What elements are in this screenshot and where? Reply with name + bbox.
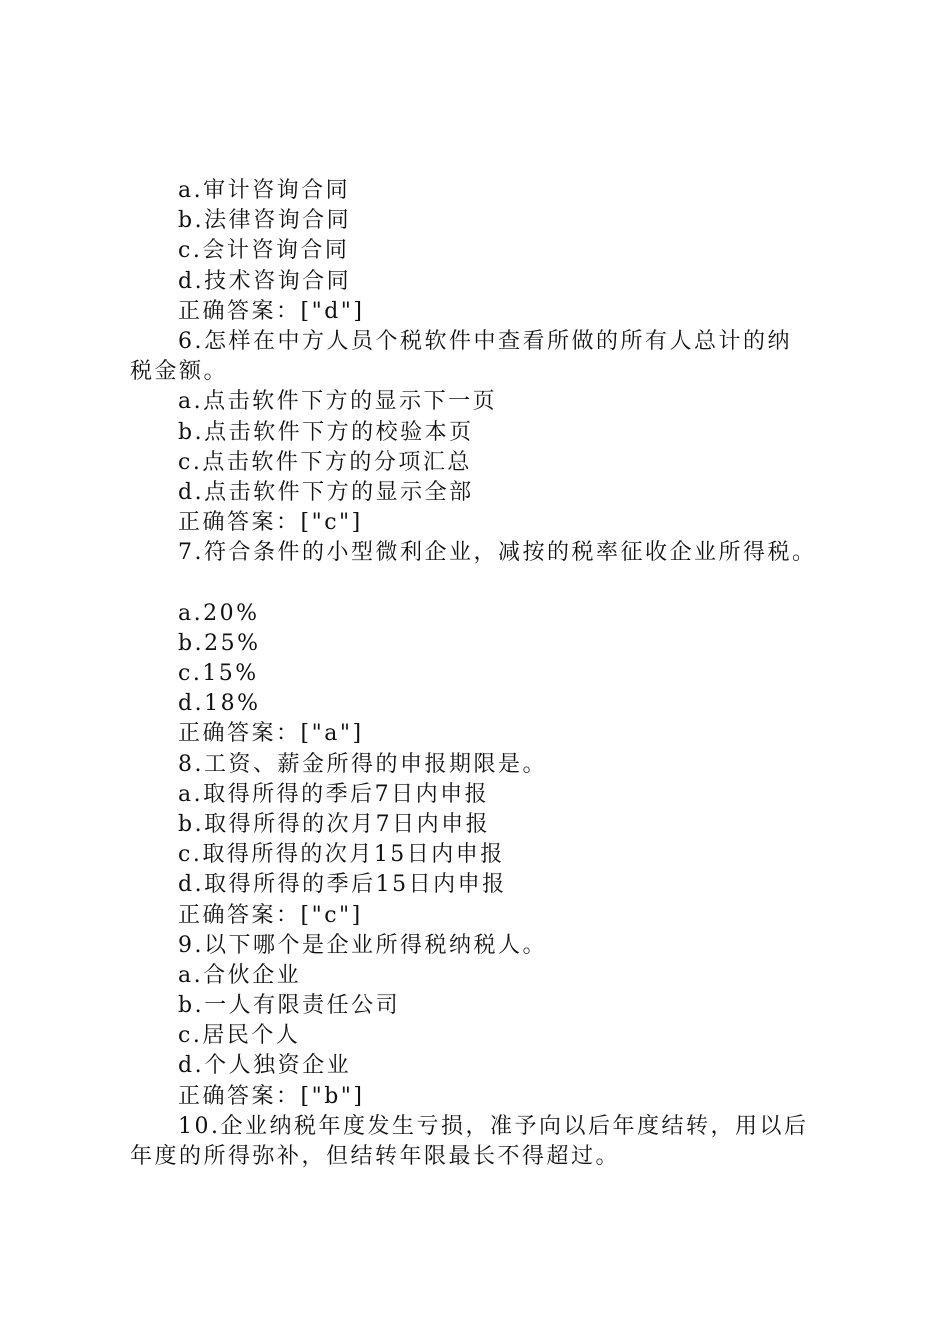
answer-option: a.点击软件下方的显示下一页 [178, 389, 498, 415]
answer-option: d.取得所得的季后15日内申报 [178, 872, 507, 898]
correct-answer-line: 正确答案：["b"] [178, 1083, 365, 1109]
answer-option: c.15% [178, 661, 259, 686]
answer-option: c.取得所得的次月15日内申报 [178, 842, 505, 868]
answer-option: d.点击软件下方的显示全部 [178, 479, 474, 505]
correct-answer-line: 正确答案：["d"] [178, 298, 365, 324]
correct-answer-line: 正确答案：["c"] [178, 902, 363, 928]
correct-answer-line: 正确答案：["a"] [178, 721, 364, 747]
question-text-continuation: 税金额。 [130, 359, 229, 385]
correct-answer-line: 正确答案：["c"] [178, 510, 363, 536]
question-text: 8.工资、薪金所得的申报期限是。 [178, 751, 547, 777]
answer-option: b.点击软件下方的校验本页 [178, 419, 474, 445]
question-text: 6.怎样在中方人员个税软件中查看所做的所有人总计的纳 [178, 328, 792, 354]
answer-option: c.会计咨询合同 [178, 238, 350, 264]
question-text: 10.企业纳税年度发生亏损，准予向以后年度结转，用以后 [178, 1113, 809, 1139]
question-text: 9.以下哪个是企业所得税纳税人。 [178, 932, 547, 958]
answer-option: a.合伙企业 [178, 962, 302, 988]
answer-option: a.20% [178, 600, 260, 626]
answer-option: c.居民个人 [178, 1023, 301, 1049]
answer-option: b.法律咨询合同 [178, 208, 352, 234]
answer-option: b.25% [178, 630, 261, 656]
answer-option: b.一人有限责任公司 [178, 993, 401, 1019]
answer-option: d.技术咨询合同 [178, 268, 352, 294]
question-text-continuation: 年度的所得弥补，但结转年限最长不得超过。 [130, 1144, 621, 1169]
answer-option: d.18% [178, 691, 261, 717]
question-text: 7.符合条件的小型微利企业，减按的税率征收企业所得税。 [178, 540, 817, 566]
answer-option: a.取得所得的季后7日内申报 [178, 781, 490, 807]
answer-option: b.取得所得的次月7日内申报 [178, 811, 491, 837]
answer-option: a.审计咨询合同 [178, 178, 351, 203]
blank-line [130, 568, 850, 598]
answer-option: d.个人独资企业 [178, 1053, 352, 1079]
document-body [130, 176, 850, 1172]
answer-option: c.点击软件下方的分项汇总 [178, 449, 472, 475]
